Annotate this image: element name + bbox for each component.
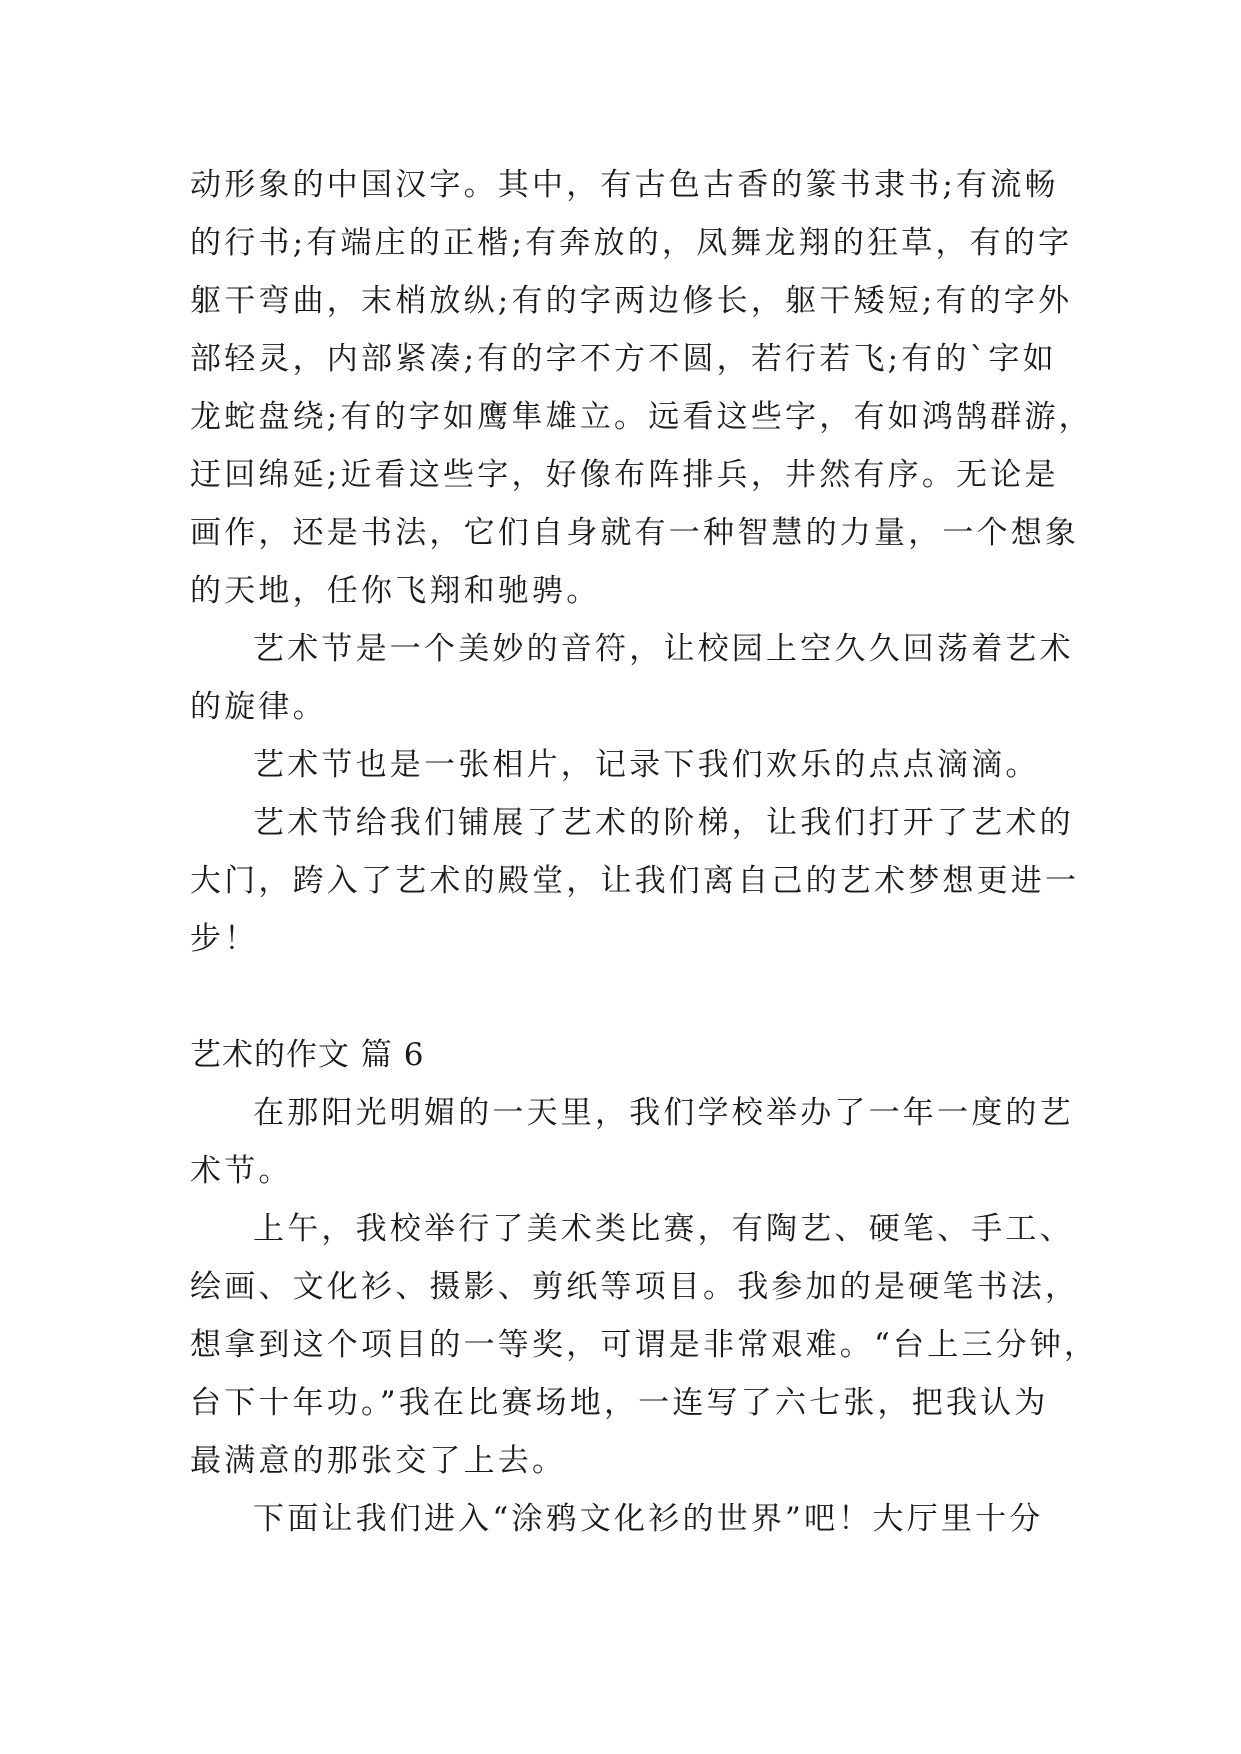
text-line: 步！ bbox=[190, 921, 259, 957]
text-line: 最满意的那张交了上去。 bbox=[190, 1443, 567, 1479]
paragraph-start-line: 在那阳光明媚的一天里，我们学校举办了一年一度的艺 bbox=[253, 1095, 1074, 1131]
text-line: 的天地，任你飞翔和驰骋。 bbox=[190, 573, 601, 609]
text-line: 的行书;有端庄的正楷;有奔放的，凤舞龙翔的狂草，有的字 bbox=[190, 225, 1073, 261]
text-line: 躯干弯曲，末梢放纵;有的字两边修长，躯干矮短;有的字外 bbox=[190, 283, 1073, 319]
text-line: 画作，还是书法，它们自身就有一种智慧的力量，一个想象 bbox=[190, 515, 1080, 551]
paragraph-start-line: 上午，我校举行了美术类比赛，有陶艺、硬笔、手工、 bbox=[253, 1211, 1074, 1247]
text-line: 术节。 bbox=[190, 1153, 293, 1189]
text-line: 龙蛇盘绕;有的字如鹰隼雄立。远看这些字，有如鸿鹄群游， bbox=[190, 399, 1093, 435]
paragraph-start-line: 艺术节也是一张相片，记录下我们欢乐的点点滴滴。 bbox=[253, 747, 1040, 783]
paragraph-start-line: 下面让我们进入“涂鸦文化衫的世界”吧！大厅里十分 bbox=[253, 1501, 1044, 1537]
text-line: 绘画、文化衫、摄影、剪纸等项目。我参加的是硬笔书法， bbox=[190, 1269, 1080, 1305]
text-line: 迂回绵延;近看这些字，好像布阵排兵，井然有序。无论是 bbox=[190, 457, 1059, 493]
paragraph-start-line: 艺术节给我们铺展了艺术的阶梯，让我们打开了艺术的 bbox=[253, 805, 1074, 841]
text-line: 大门，跨入了艺术的殿堂，让我们离自己的艺术梦想更进一 bbox=[190, 863, 1080, 899]
text-line: 想拿到这个项目的一等奖，可谓是非常艰难。“台上三分钟， bbox=[190, 1327, 1099, 1363]
text-line: 台下十年功。”我在比赛场地，一连写了六七张，把我认为 bbox=[190, 1385, 1049, 1421]
section-heading: 艺术的作文 篇 6 bbox=[190, 1037, 425, 1073]
text-line: 部轻灵，内部紧凑;有的字不方不圆，若行若飞;有的`字如 bbox=[190, 341, 1057, 377]
text-line: 动形象的中国汉字。其中，有古色古香的篆书隶书;有流畅 bbox=[190, 167, 1059, 203]
paragraph-start-line: 艺术节是一个美妙的音符，让校园上空久久回荡着艺术 bbox=[253, 631, 1074, 667]
text-line: 的旋律。 bbox=[190, 689, 327, 725]
